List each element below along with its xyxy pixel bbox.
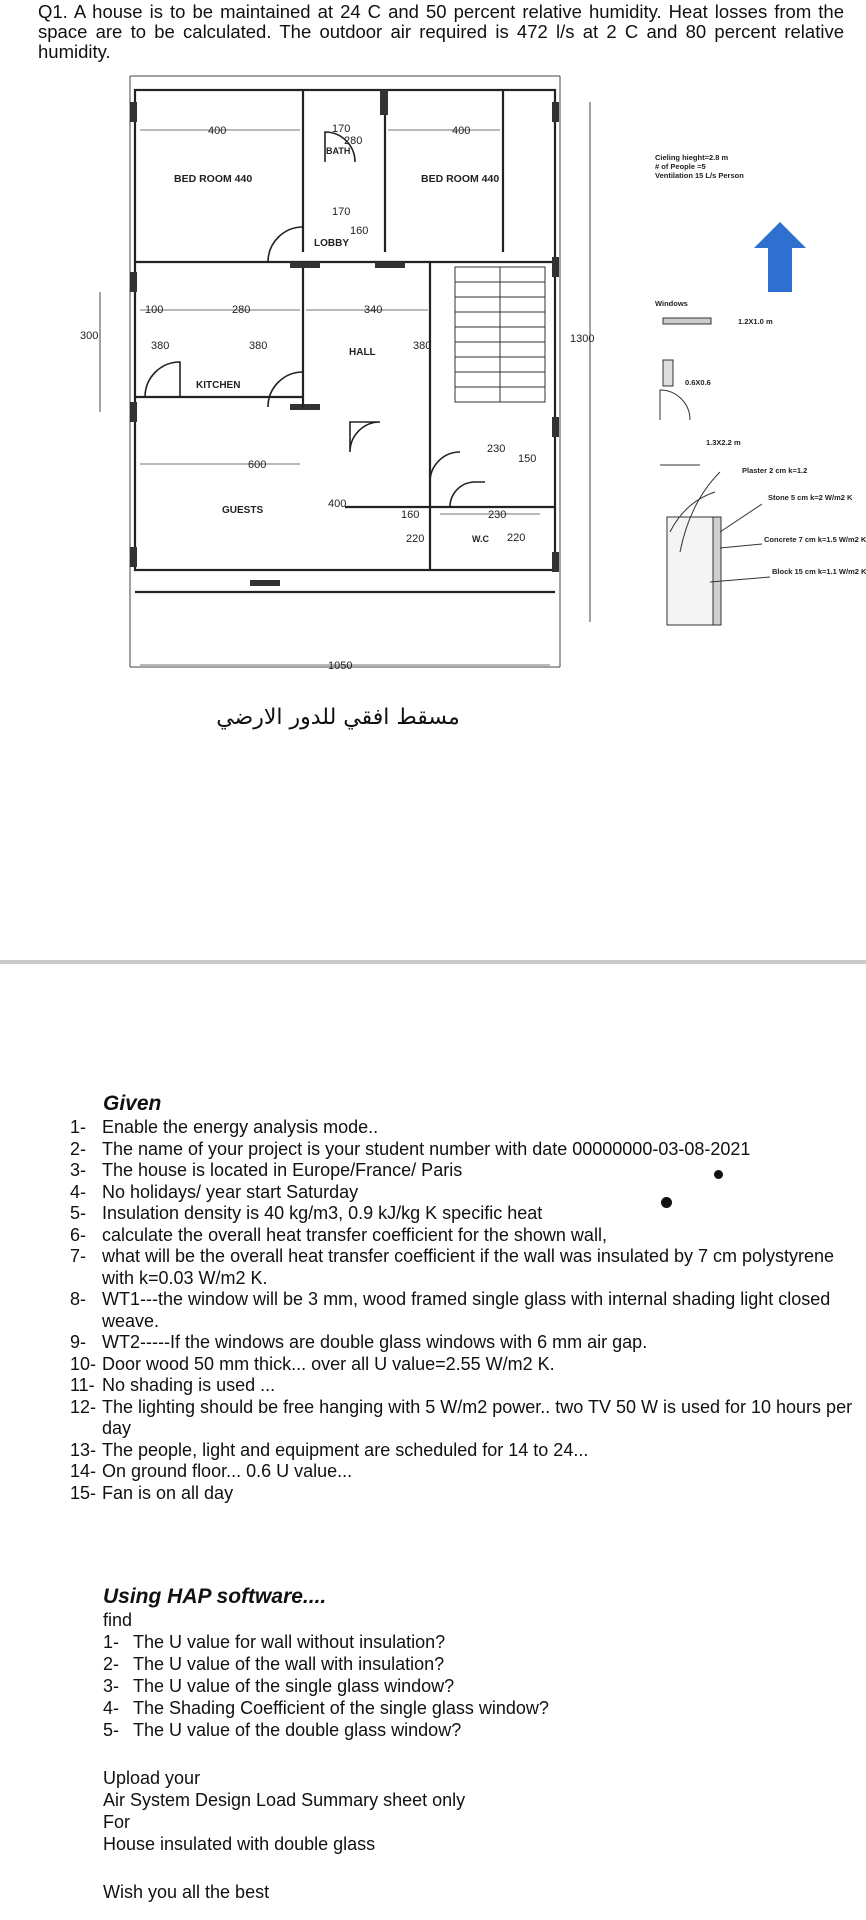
section-divider (0, 960, 866, 964)
dim-150: 150 (518, 453, 537, 465)
dim-400-right: 400 (452, 125, 471, 137)
dim-380c: 380 (413, 340, 432, 352)
room-kitchen: KITCHEN (196, 380, 241, 391)
given-item: 6- calculate the overall heat transfer coefficient for the shown wall, (70, 1224, 607, 1245)
given-item: 1- Enable the energy analysis mode.. (70, 1117, 379, 1137)
given-item: 2- The name of your project is your student number with date 00000000-03-08-2021 (70, 1138, 751, 1159)
bullet-dot (714, 1170, 723, 1179)
upload-line-2: Air System Design Load Summary sheet only (103, 1790, 466, 1810)
question-text: Q1. A house is to be maintained at 24 C and 50 percent relative humidity. Heat losses from the space are to be calculated. The outdoor air required is 472 l/s at 2 C and 80 percent relative humidity. (38, 1, 844, 62)
dim-160: 160 (401, 509, 420, 521)
dim-220b: 220 (507, 532, 526, 544)
dim-170-bath: 170 (332, 123, 351, 135)
bullet-dot (661, 1197, 672, 1208)
dim-340: 340 (364, 304, 383, 316)
dim-230a: 230 (487, 443, 506, 455)
room-bedroom-left: BED ROOM 440 (174, 173, 253, 185)
dim-280-bath: 280 (344, 135, 363, 147)
room-bath: BATH (326, 146, 351, 156)
hap-section (103, 1585, 803, 1903)
given-item: 15- Fan is on all day (70, 1482, 234, 1503)
legend-concrete: Concrete 7 cm k=1.5 W/m2 K (764, 535, 866, 544)
hap-item: 3- The U value of the single glass window? (103, 1676, 455, 1696)
given-item: 8- WT1---the window will be 3 mm, wood framed single glass with internal shading light closed weave. (70, 1289, 831, 1331)
hap-find: find (103, 1610, 133, 1630)
given-item: 4- No holidays/ year start Saturday (70, 1181, 359, 1202)
legend-windows-title: Windows (655, 299, 688, 308)
given-item: 14- On ground floor... 0.6 U value... (70, 1461, 353, 1481)
given-title: Given (103, 1092, 162, 1115)
closing-line: Wish you all the best (103, 1882, 270, 1902)
arabic-caption: مسقط افقي للدور الارضي (216, 705, 460, 730)
dim-1050: 1050 (328, 660, 353, 672)
dim-380a: 380 (151, 340, 170, 352)
dim-400-left: 400 (208, 125, 227, 137)
dim-300: 300 (80, 330, 99, 342)
given-item: 10- Door wood 50 mm thick... over all U value=2.55 W/m2 K. (70, 1353, 555, 1374)
given-item: 5- Insulation density is 40 kg/m3, 0.9 kJ/kg K specific heat (70, 1203, 543, 1223)
room-wc: W.C (472, 534, 489, 544)
legend-block: Block 15 cm k=1.1 W/m2 K (772, 567, 866, 576)
arrow-up-icon (754, 222, 806, 292)
hap-item: 5- The U value of the double glass window? (103, 1720, 462, 1740)
dim-400: 400 (328, 498, 347, 510)
legend-plaster: Plaster 2 cm k=1.2 (742, 466, 808, 475)
dim-160-lobby: 160 (350, 225, 369, 237)
room-bedroom-right: BED ROOM 440 (421, 173, 500, 185)
given-item: 13- The people, light and equipment are scheduled for 14 to 24... (70, 1439, 589, 1460)
room-guests: GUESTS (222, 505, 264, 516)
given-item: 3- The house is located in Europe/France/ Paris (70, 1160, 463, 1180)
legend-window1: 1.2X1.0 m (738, 317, 773, 326)
dim-380b: 380 (249, 340, 268, 352)
legend-ceiling: Cieling hieght=2.8 m (655, 153, 729, 162)
upload-line-3: For (103, 1812, 130, 1832)
given-item: 11- No shading is used ... (70, 1375, 276, 1395)
given-item: 12- The lighting should be free hanging with 5 W/m2 power.. two TV 50 W is used for 10 hours per day (70, 1396, 853, 1438)
dim-170-lobby: 170 (332, 206, 351, 218)
given-item: 7- what will be the overall heat transfer coefficient if the wall was insulated by 7 cm polystyrene with k=0.03 W/m2 K. (70, 1246, 835, 1288)
floor-plan (0, 62, 866, 962)
room-hall: HALL (349, 347, 376, 358)
legend-ventilation: Ventilation 15 L/s Person (655, 171, 744, 180)
dim-600: 600 (248, 459, 267, 471)
legend-people: # of People =5 (655, 162, 706, 171)
given-item: 9- WT2-----If the windows are double glass windows with 6 mm air gap. (70, 1332, 648, 1352)
dim-1300: 1300 (570, 333, 595, 345)
legend-door: 1.3X2.2 m (706, 438, 741, 447)
room-lobby: LOBBY (314, 238, 349, 249)
given-list (70, 1117, 860, 1504)
legend-window2: 0.6X0.6 (685, 378, 711, 387)
hap-title: Using HAP software.... (103, 1585, 327, 1608)
hap-item: 1- The U value for wall without insulation? (103, 1632, 446, 1652)
upload-line-1: Upload your (103, 1768, 201, 1788)
hap-item: 2- The U value of the wall with insulation? (103, 1654, 445, 1674)
dim-220a: 220 (406, 533, 425, 545)
upload-line-4: House insulated with double glass (103, 1834, 376, 1854)
dim-230b: 230 (488, 509, 507, 521)
legend-stone: Stone 5 cm k=2 W/m2 K (768, 493, 853, 502)
dim-100: 100 (145, 304, 164, 316)
dim-280: 280 (232, 304, 251, 316)
hap-item: 4- The Shading Coefficient of the single glass window? (103, 1698, 549, 1718)
